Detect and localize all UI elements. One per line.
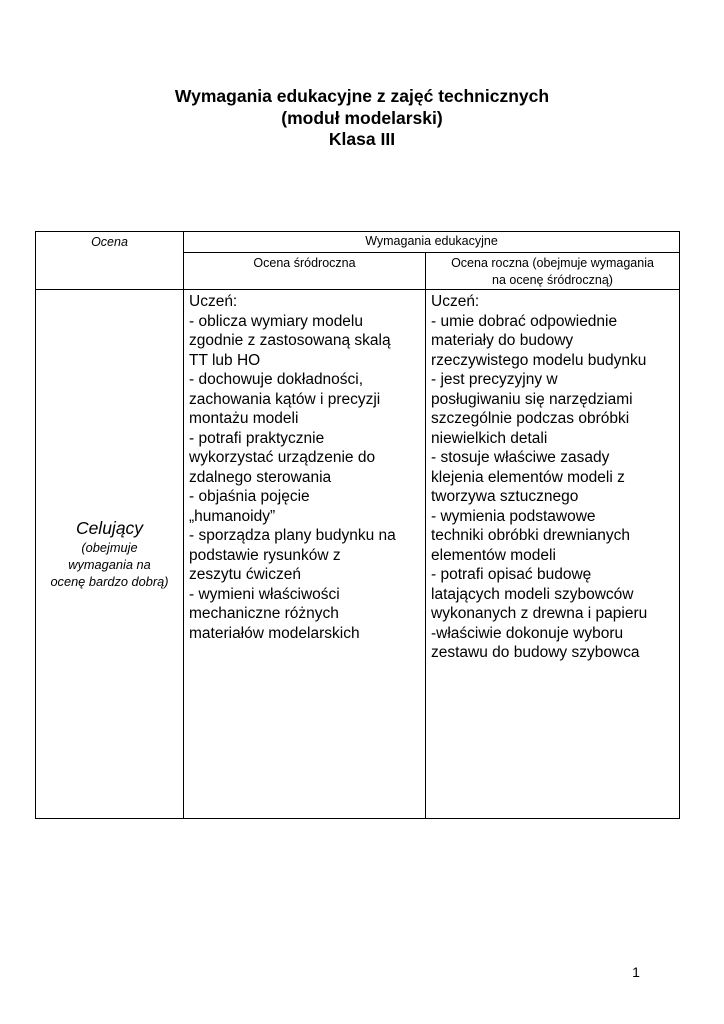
title-line-3: Klasa III (328, 129, 396, 149)
requirement-line: -właściwie dokonuje wyboru (431, 624, 624, 642)
requirement-line: elementów modeli (431, 546, 556, 564)
requirement-line: - oblicza wymiary modelu (189, 312, 363, 330)
requirement-line: - stosuje właściwe zasady (431, 449, 610, 466)
grade-note (36, 539, 183, 590)
requirement-line: „humanoidy” (189, 507, 276, 525)
requirements-table (35, 231, 680, 819)
header-ocena: Ocena (36, 232, 184, 290)
requirement-line: - dochowuje dokładności, (189, 371, 364, 388)
srodroczna-requirements (184, 290, 426, 819)
grade-note-line: ocenę bardzo dobrą) (50, 574, 169, 589)
header-wymagania: Wymagania edukacyjne (184, 232, 680, 253)
requirement-line: Uczeń: (431, 293, 480, 310)
roczna-requirements (426, 290, 680, 819)
grade-note-line: (obejmuje (81, 540, 138, 555)
requirement-line: TT lub HO (189, 351, 261, 369)
requirement-line: zdalnego sterowania (189, 468, 332, 486)
requirement-line: techniki obróbki drewnianych (431, 527, 631, 544)
requirement-line: materiały do budowy (431, 332, 574, 349)
requirement-line: zestawu do budowy szybowca (431, 644, 640, 661)
document-title (0, 86, 724, 151)
requirement-line: - umie dobrać odpowiednie (431, 312, 618, 330)
requirement-line: Uczeń: (189, 293, 238, 310)
requirement-line: niewielkich detali (431, 429, 548, 447)
requirement-line: materiałów modelarskich (189, 624, 360, 642)
requirement-line: montażu modeli (189, 410, 299, 427)
requirement-line: tworzywa sztucznego (431, 488, 579, 505)
header-roczna-line: na ocenę śródroczną) (492, 273, 613, 287)
requirement-line: wykorzystać urządzenie do (189, 449, 376, 466)
grade-note-line: wymagania na (68, 557, 151, 572)
requirement-line: szczególnie podczas obróbki (431, 410, 630, 427)
header-srodroczna (184, 253, 426, 290)
requirement-line: posługiwaniu się narzędziami (431, 390, 633, 408)
header-roczna (426, 253, 680, 290)
requirement-line: - sporządza plany budynku na (189, 527, 396, 544)
title-line-1: Wymagania edukacyjne z zajęć technicznych (174, 86, 550, 106)
requirement-line: - wymienia podstawowe (431, 507, 596, 525)
requirement-line: - potrafi opisać budowę (431, 566, 592, 583)
grade-name: Celujący (75, 518, 144, 538)
grade-cell (36, 290, 184, 819)
header-roczna-line: Ocena roczna (obejmuje wymagania (451, 256, 654, 270)
requirement-line: zeszytu ćwiczeń (189, 566, 301, 583)
requirement-line: rzeczywistego modelu budynku (431, 351, 647, 369)
title-line-2: (moduł modelarski) (281, 107, 443, 128)
requirement-line: wykonanych z drewna i papieru (431, 605, 648, 622)
requirement-line: mechaniczne różnych (189, 605, 339, 622)
requirement-line: klejenia elementów modeli z (431, 468, 625, 486)
header-srodroczna-label: Ocena śródroczna (253, 256, 356, 270)
page-number: 1 (632, 964, 640, 980)
requirement-line: latających modeli szybowców (431, 585, 634, 603)
requirement-line: - jest precyzyjny w (431, 371, 558, 388)
requirement-line: podstawie rysunków z (189, 546, 341, 564)
requirement-line: zachowania kątów i precyzji (189, 390, 381, 408)
requirement-line: - potrafi praktycznie (189, 429, 325, 447)
requirement-line: zgodnie z zastosowaną skalą (189, 332, 391, 349)
requirement-line: - wymieni właściwości (189, 585, 340, 603)
requirement-line: - objaśnia pojęcie (189, 488, 310, 505)
